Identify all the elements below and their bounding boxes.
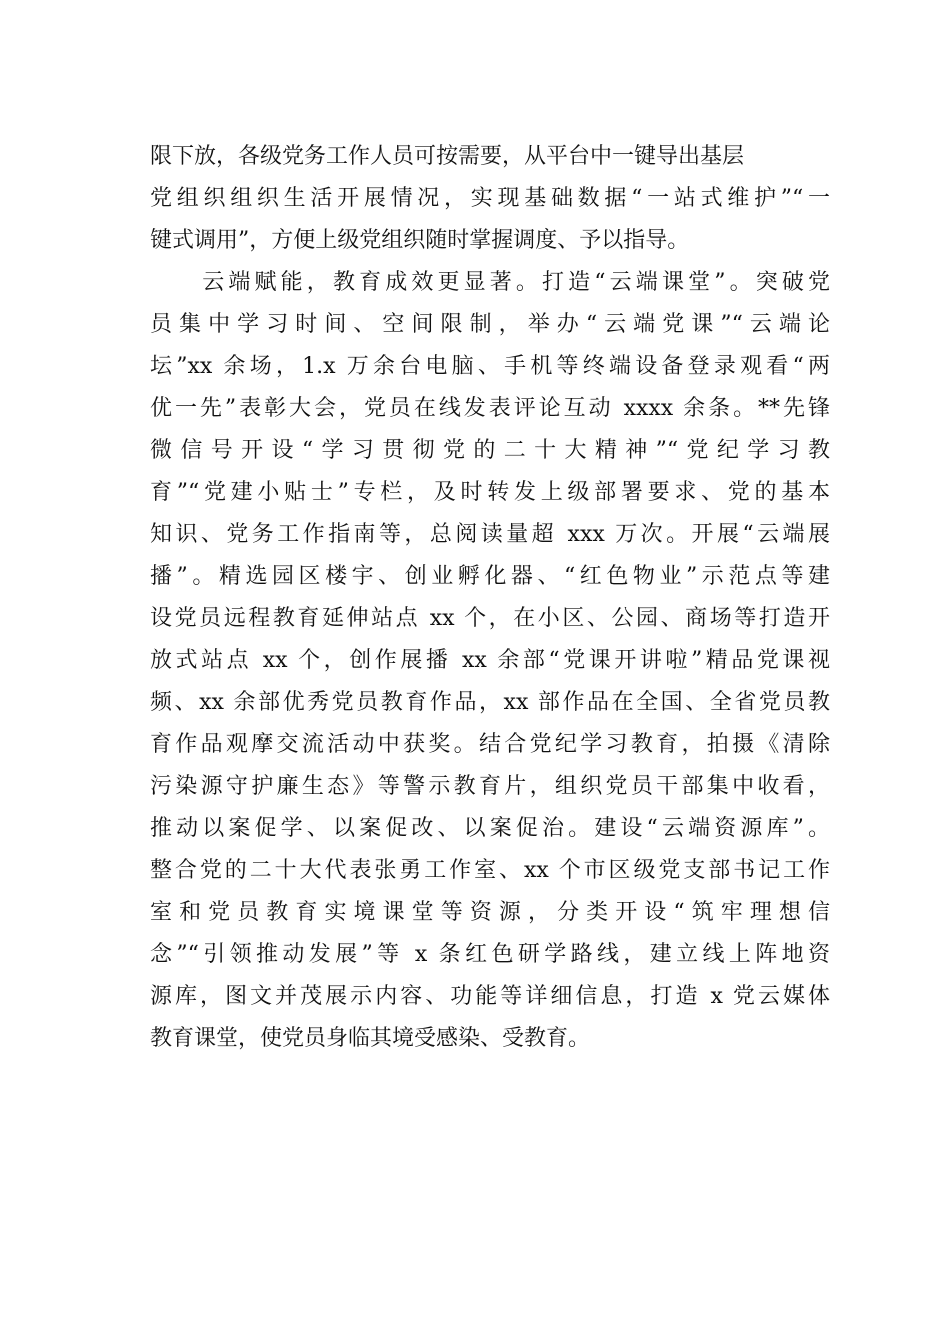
- text-line: 放式站点 xx 个，创作展播 xx 余部“党课开讲啦”精品党课视: [150, 648, 830, 673]
- text-line: 教育课堂，使党员身临其境受感染、受教育。: [150, 1026, 591, 1051]
- text-line: 播”。精选园区楼宇、创业孵化器、“红色物业”示范点等建: [150, 564, 830, 589]
- text-line: 育”“党建小贴士”专栏，及时转发上级部署要求、党的基本: [150, 480, 830, 505]
- text-line: 员集中学习时间、空间限制，举办“云端党课”“云端论: [150, 312, 830, 337]
- text-line: 云端赋能，教育成效更显著。打造“云端课堂”。突破党: [150, 270, 830, 295]
- text-line: 育作品观摩交流活动中获奖。结合党纪学习教育，拍摄《清除: [150, 732, 830, 757]
- body-text: [150, 136, 830, 1060]
- text-line: 限下放，各级党务工作人员可按需要，从平台中一键导出基层: [150, 144, 745, 169]
- text-line: 知识、党务工作指南等，总阅读量超 xxx 万次。开展“云端展: [150, 522, 830, 547]
- text-line: 党组织组织生活开展情况，实现基础数据“一站式维护”“一: [150, 186, 830, 211]
- text-line: 坛”xx 余场，1.x 万余台电脑、手机等终端设备登录观看“两: [150, 354, 830, 379]
- text-line: 源库，图文并茂展示内容、功能等详细信息，打造 x 党云媒体: [150, 984, 830, 1009]
- text-line: 整合党的二十大代表张勇工作室、xx 个市区级党支部书记工作: [150, 858, 830, 883]
- text-line: 优一先”表彰大会，党员在线发表评论互动 xxxx 余条。**先锋: [150, 396, 830, 421]
- text-line: 频、xx 余部优秀党员教育作品，xx 部作品在全国、全省党员教: [150, 690, 830, 715]
- text-line: 微信号开设“学习贯彻党的二十大精神”“党纪学习教: [150, 438, 830, 463]
- text-line: 污染源守护廉生态》等警示教育片，组织党员干部集中收看，: [150, 774, 830, 799]
- text-line: 键式调用”，方便上级党组织随时掌握调度、予以指导。: [150, 228, 690, 253]
- text-line: 室和党员教育实境课堂等资源，分类开设“筑牢理想信: [150, 900, 830, 925]
- text-line: 设党员远程教育延伸站点 xx 个，在小区、公园、商场等打造开: [150, 606, 830, 631]
- text-line: 念”“引领推动发展”等 x 条红色研学路线，建立线上阵地资: [150, 942, 830, 967]
- text-line: 推动以案促学、以案促改、以案促治。建设“云端资源库”。: [150, 816, 830, 841]
